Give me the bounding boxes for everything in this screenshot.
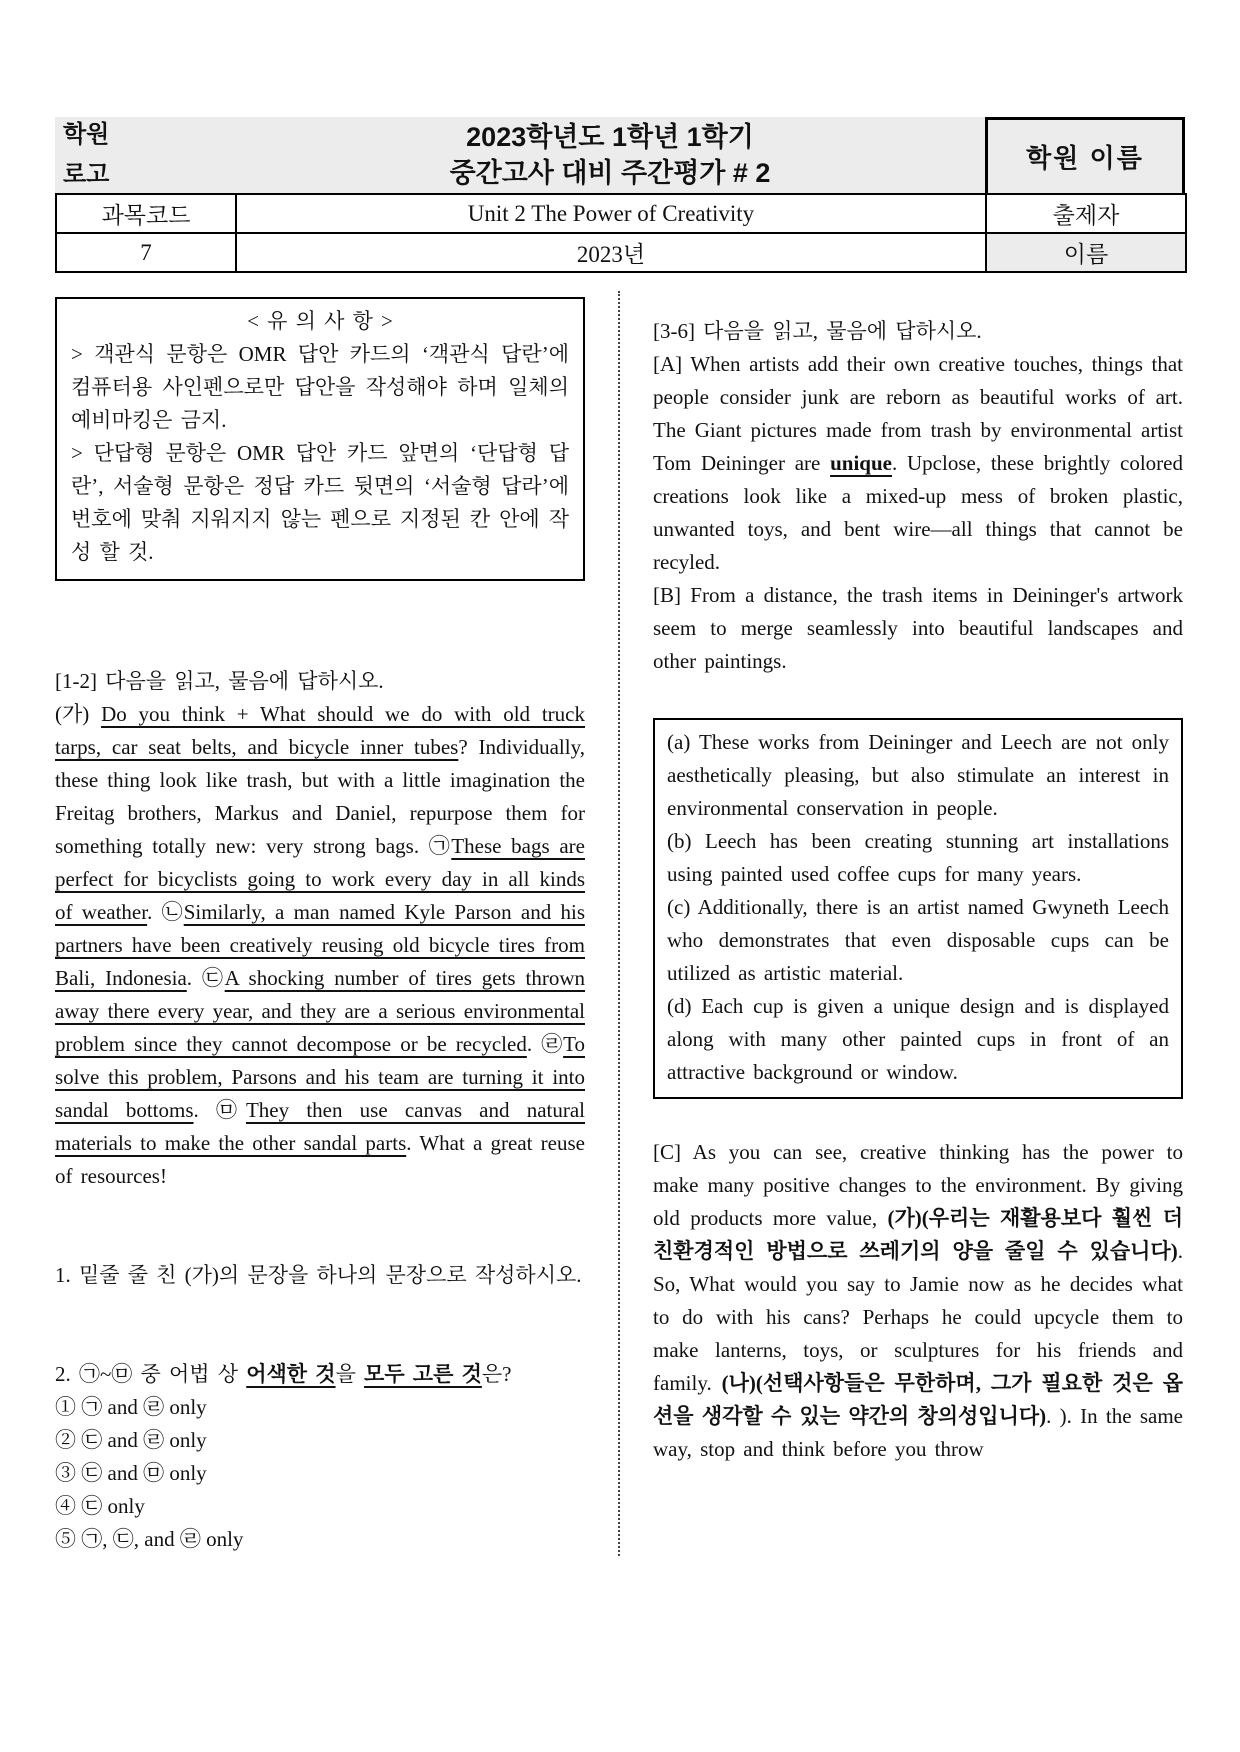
right-column bbox=[653, 291, 1183, 1556]
box-item-b: (b) Leech has been creating stunning art installations using painted used coffee cups for many years. bbox=[667, 829, 1169, 886]
exam-title-line2: 중간고사 대비 주간평가 # 2 bbox=[449, 158, 771, 188]
header-table bbox=[55, 117, 1185, 273]
year-value: 2023년 bbox=[236, 233, 986, 272]
exam-title-line1: 2023학년도 1학년 1학기 bbox=[466, 122, 754, 152]
left-column bbox=[55, 291, 585, 1556]
box-item-a: (a) These works from Deininger and Leech are not only aesthetically pleasing, but also stimulate an interest in environmental conservation in people. bbox=[667, 730, 1169, 820]
notice-item: > 단답형 문항은 OMR 답안 카드 앞면의 ‘단답형 답란’, 서술형 문항은 정답 카드 뒷면의 ‘서술형 답라’에 번호에 맞춰 지워지지 않는 펜으로 지정된 칸 안에 작성 할 것. bbox=[71, 441, 569, 564]
choice-5: ⑤ ㉠, ㉢, and ㉣ only bbox=[55, 1527, 244, 1551]
choice-2: ② ㉢ and ㉣ only bbox=[55, 1428, 207, 1452]
section-label-1-2: [1-2] 다음을 읽고, 물음에 답하시오. bbox=[55, 669, 384, 693]
choice-4: ④ ㉢ only bbox=[55, 1494, 145, 1518]
unit-title: Unit 2 The Power of Creativity bbox=[236, 194, 986, 233]
question-1: 1. 밑줄 줄 친 (가)의 문장을 하나의 문장으로 작성하시오. bbox=[55, 1263, 582, 1287]
passage-ga: (가) Do you think + What should we do with old truck tarps, car seat belts, and bicycle inner tubes? Individually, these thing look like trash, but with a little imagination the Freitag brothers, Markus and Daniel, repurpose them for something totally new: very strong bags. ㉠These bags are perfect for bicyclists going to work every day in all kinds of weather. ㉡Similarly, a man named Kyle Parson and his partners have been creatively reusing old bicycle tires from Bali, Indonesia. ㉢A shocking number of tires gets thrown away there every year, and they are a serious environmental problem since they cannot decompose or be recycled. ㉣To solve this problem, Parsons and his team are turning it into sandal bottoms. ㉤They then use canvas and natural materials to make the other sandal parts. What a great reuse of resources! bbox=[55, 702, 586, 1188]
notice-item: > 객관식 문항은 OMR 답안 카드의 ‘객관식 답란’에 컴퓨터용 사인펜으로만 답안을 작성해야 하며 일체의 예비마킹은 금지. bbox=[71, 342, 569, 432]
paragraph-c: [C] As you can see, creative thinking has the power to make many positive changes to the environment. By giving old products more value, (가)(우리는 재활용보다 훨씬 더 친환경적인 방법으로 쓰레기의 양을 줄일 수 있습니다). So, What would you say to Jamie now as he decides what to do with his cans? Perhaps he could upcycle them to make lanterns, toys, or sculptures for his friends and family. (나)(선택사항들은 무한하며, 그가 필요한 것은 옵션을 생각할 수 있는 약간의 창의성입니다). ). In the same way, stop and think before you throw bbox=[653, 1140, 1184, 1461]
academy-name-box: 학원 이름 bbox=[985, 117, 1185, 193]
paragraph-a: [A] When artists add their own creative touches, things that people consider junk are reborn as beautiful works of art. The Giant pictures made from trash by environmental artist Tom Deininger are unique. Upclose, these brightly colored creations look like a mixed-up mess of broken plastic, unwanted toys, and bent wire―all things that cannot be recyled. bbox=[653, 352, 1183, 574]
subject-code-label: 과목코드 bbox=[56, 194, 236, 233]
question-2-choices bbox=[55, 1391, 585, 1556]
question-2: 2. ㉠~㉤ 중 어법 상 어색한 것을 모두 고른 것은? bbox=[55, 1362, 512, 1386]
examiner-label: 출제자 bbox=[986, 194, 1186, 233]
academy-logo-line2: 로고 bbox=[63, 161, 110, 188]
header-top-row bbox=[55, 117, 1185, 193]
section-label-3-6: [3-6] 다음을 읽고, 물음에 답하시오. bbox=[653, 319, 982, 343]
column-divider bbox=[618, 291, 620, 1556]
notice-box bbox=[55, 297, 585, 581]
subject-code-value: 7 bbox=[56, 233, 236, 272]
box-item-c: (c) Additionally, there is an artist named Gwyneth Leech who demonstrates that even disposable cups can be utilized as artistic material. bbox=[667, 895, 1169, 985]
exam-title bbox=[235, 117, 985, 193]
notice-title: < 유 의 사 항 > bbox=[247, 309, 393, 333]
academy-logo-line1: 학원 bbox=[63, 121, 110, 148]
box-item-d: (d) Each cup is given a unique design and is displayed along with many other painted cups in front of an attractive background or window. bbox=[667, 994, 1169, 1084]
content-columns bbox=[55, 291, 1185, 1556]
paragraph-b: [B] From a distance, the trash items in Deininger's artwork seem to merge seamlessly into beautiful landscapes and other paintings. bbox=[653, 583, 1183, 673]
answer-box bbox=[653, 718, 1183, 1099]
choice-3: ③ ㉢ and ㉤ only bbox=[55, 1461, 207, 1485]
academy-logo bbox=[55, 117, 235, 193]
header-info-table bbox=[55, 193, 1187, 273]
name-label: 이름 bbox=[986, 233, 1186, 272]
choice-1: ① ㉠ and ㉣ only bbox=[55, 1395, 207, 1419]
